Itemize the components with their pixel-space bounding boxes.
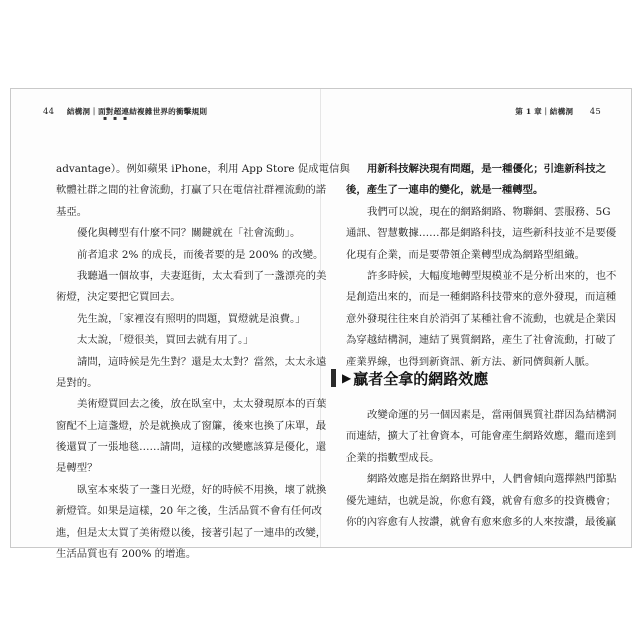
text-line: 臥室本來裝了一盞日光燈，好的時候不用換，壞了就換	[77, 483, 327, 496]
text-line: 優先連結，也就是說，你愈有錢，就會有愈多的投資機會；	[346, 494, 617, 507]
text-line: 我們可以說，現在的網路網路、物聯網、雲服務、5G	[367, 205, 611, 218]
text-line: 太太說，「燈很美，買回去就有用了。」	[77, 334, 254, 347]
book-spread	[10, 88, 632, 561]
left-running-head-text: 結構洞｜面對超連結複雜世界的衝擊規則	[66, 107, 208, 116]
text-line: 優化與轉型有什麼不同？關鍵就在「社會流動」。	[77, 227, 301, 240]
right-running-head-text: 第 1 章｜結構洞	[515, 107, 574, 116]
text-line: 進，但是太太買了美術燈以後，接著引起了一連串的改變，	[56, 526, 327, 539]
right-running-header	[515, 106, 601, 117]
text-line: 為穿越結構洞，連結了異質網路，產生了社會流動，打破了	[346, 334, 617, 347]
left-page	[11, 89, 350, 561]
text-line: 新燈管。如果是這樣，20 年之後，生活品質不會有任何改	[56, 505, 322, 518]
text-line: 基亞。	[56, 205, 88, 218]
heading-marker-icon: ▶	[342, 371, 352, 385]
text-line: 是對的。	[56, 376, 98, 389]
text-line: 是創造出來的，而是一種網路科技帶來的意外發現，而這種	[346, 291, 617, 304]
section-heading	[331, 365, 488, 391]
text-line: 術燈，決定要把它買回去。	[56, 291, 181, 304]
text-line: advantage）。例如蘋果 iPhone，利用 App Store 促成電信與	[56, 163, 350, 175]
text-line: 請問，這時候是先生對？還是太太對？當然，太太永遠	[77, 355, 327, 368]
text-line: 生活品質也有 200% 的增進。	[56, 548, 197, 561]
text-line: 你的內容愈有人按讚，就會有愈來愈多的人來按讚，最後贏	[346, 515, 617, 528]
text-line: 美術燈買回去之後，放在臥室中，太太發現原本的百葉	[77, 398, 327, 411]
text-line: 通訊、智慧數據……都是網路科技，這些新科技並不是要優	[346, 227, 617, 240]
text-line: 用新科技解決現有問題，是一種優化；引進新科技之	[367, 163, 606, 175]
text-line: 而連結，擴大了社會資本，可能會產生網路效應，繼而達到	[346, 430, 617, 443]
left-page-number: 44	[43, 107, 55, 117]
text-line: 後還買了一張地毯……請問，這樣的改變應該算是優化，還	[56, 441, 327, 454]
heading-bar	[331, 369, 336, 387]
text-line: 化現有企業，而是要帶領企業轉型成為網路型組織。	[346, 248, 585, 261]
text-line: 許多時候，大幅度地轉型規模並不是分析出來的，也不	[367, 269, 617, 282]
right-page-intro	[346, 159, 616, 373]
text-line: 產業界線，也得到新資訊、新方法、新同儕與新人脈。	[346, 355, 596, 368]
text-line: 軟體社群之間的社會流動，打贏了只在電信社群裡流動的諾	[56, 184, 327, 197]
text-line: 我聽過一個故事，夫妻逛街，太太看到了一盞漂亮的美	[77, 269, 327, 282]
right-page	[321, 89, 631, 547]
text-line: 網路效應是指在網路世界中，人們會傾向選擇熱門節點	[367, 473, 617, 486]
text-line: 窗配不上這盞燈，於是就換成了窗簾，後來也換了床單，最	[56, 419, 327, 432]
text-line: 後，產生了一連串的變化，就是一種轉型。	[346, 184, 544, 197]
text-line: 先生說，「家裡沒有照明的問題，買燈就是浪費。」	[77, 312, 306, 325]
left-page-body	[56, 159, 350, 565]
text-line: 前者追求 2% 的成長，而後者要的是 200% 的改變。	[77, 248, 324, 261]
text-line: 企業的指數型成長。	[346, 451, 440, 464]
text-line: 改變命運的另一個因素是，當兩個異質社群因為結構洞	[367, 409, 617, 421]
text-line: 是轉型？	[56, 462, 98, 475]
text-line: 意外發現往往來自於消弭了某種社會不流動，也就是企業因	[346, 312, 617, 325]
header-ornament: ▪ ▪ ▪	[103, 115, 130, 122]
right-page-section-body	[346, 405, 616, 533]
section-heading-text: 贏者全拿的網路效應	[353, 369, 489, 388]
right-page-number: 45	[589, 107, 601, 117]
